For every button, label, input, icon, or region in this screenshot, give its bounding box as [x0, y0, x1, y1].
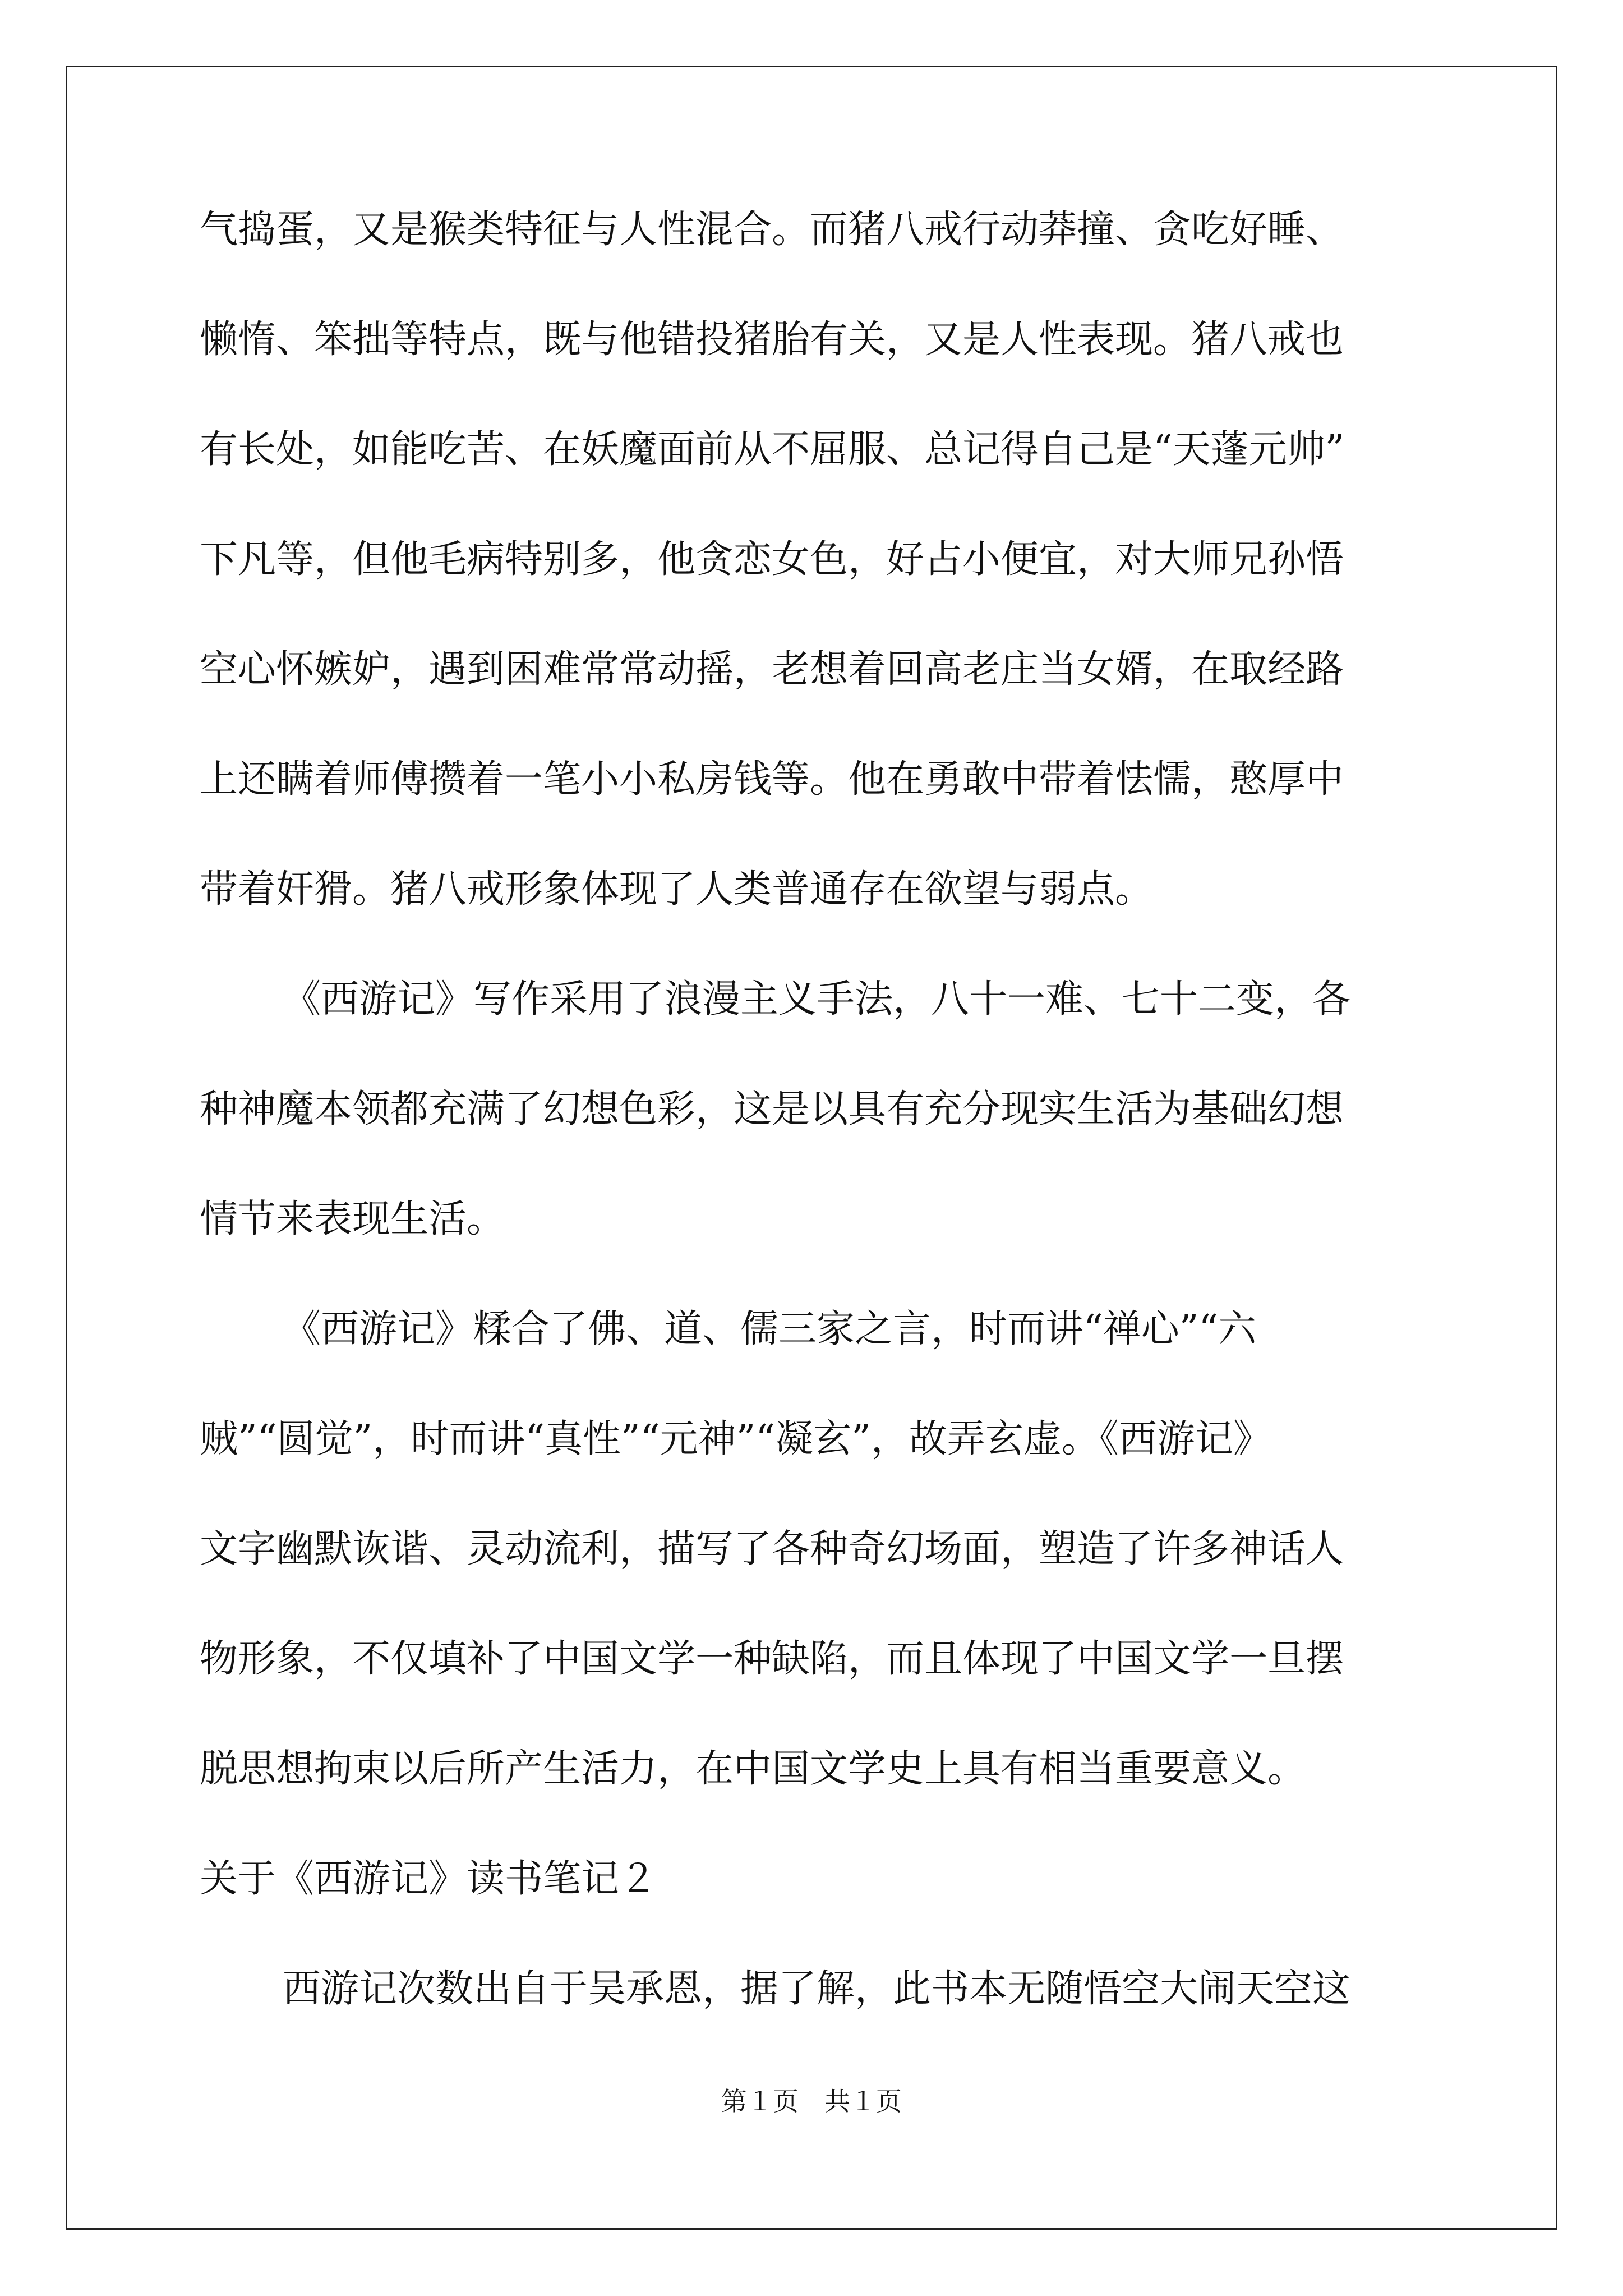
text-line: 情节来表现生活。	[200, 1197, 505, 1241]
text-line: 空心怀嫉妒，遇到困难常常动摇，老想着回高老庄当女婿，在取经路	[200, 647, 1344, 692]
section-heading: 关于《西游记》读书笔记２	[200, 1857, 658, 1901]
paragraph-start-line: 西游记次数出自于吴承恩，据了解，此书本无随悟空大闹天空这	[283, 1967, 1351, 2011]
text-line: 气捣蛋，又是猴类特征与人性混合。而猪八戒行动莽撞、贪吃好睡、	[200, 208, 1344, 252]
page-number-footer: 第１页 共１页	[721, 2086, 902, 2116]
text-line: 种神魔本领都充满了幻想色彩，这是以具有充分现实生活为基础幻想	[200, 1087, 1344, 1131]
text-line: 文字幽默诙谐、灵动流利，描写了各种奇幻场面，塑造了许多神话人	[200, 1527, 1344, 1571]
text-line: 脱思想拘束以后所产生活力，在中国文学史上具有相当重要意义。	[200, 1747, 1306, 1791]
text-line: 有长处，如能吃苦、在妖魔面前从不屈服、总记得自己是“天蓬元帅”	[200, 427, 1345, 472]
text-line: 带着奸猾。猪八戒形象体现了人类普通存在欲望与弱点。	[200, 867, 1154, 912]
document-body	[200, 202, 1439, 2071]
paragraph-start-line: 《西游记》写作采用了浪漫主义手法，八十一难、七十二变，各	[283, 977, 1351, 1022]
text-line: 下凡等，但他毛病特别多，他贪恋女色，好占小便宜，对大师兄孙悟	[200, 537, 1344, 582]
text-line: 懒惰、笨拙等特点，既与他错投猪胎有关，又是人性表现。猪八戒也	[200, 318, 1344, 362]
paragraph-start-line: 《西游记》糅合了佛、道、儒三家之言，时而讲“禅心”“六	[283, 1307, 1257, 1351]
text-line: 贼”“圆觉”，时而讲“真性”“元神”“凝玄”，故弄玄虚。《西游记》	[200, 1417, 1271, 1461]
text-line: 物形象，不仅填补了中国文学一种缺陷，而且体现了中国文学一旦摆	[200, 1637, 1344, 1681]
text-line: 上还瞒着师傅攒着一笔小小私房钱等。他在勇敢中带着怯懦，憨厚中	[200, 757, 1344, 802]
